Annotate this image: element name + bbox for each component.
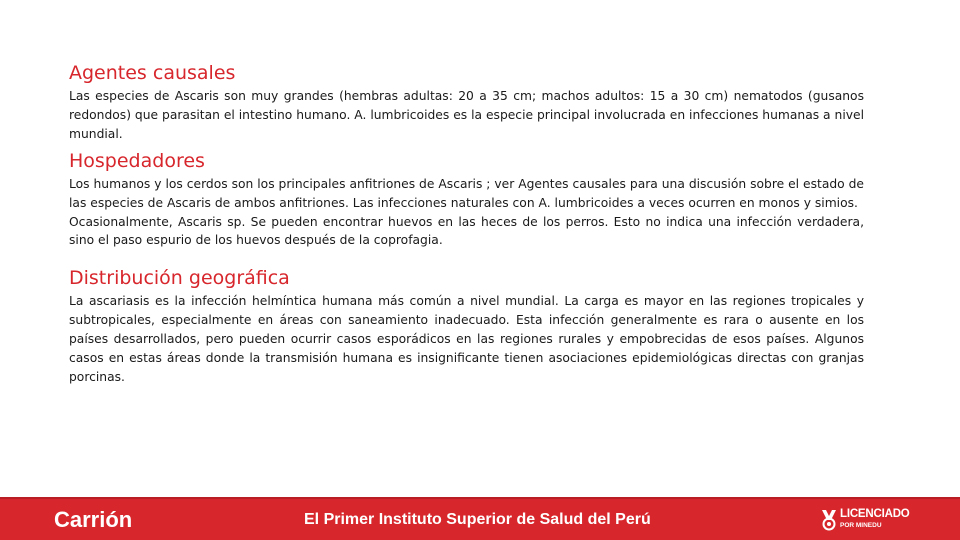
section-title-agentes-causales: Agentes causales bbox=[69, 62, 236, 84]
section-paragraph: La ascariasis es la infección helmíntica humana más común a nivel mundial. La carga es mayor en las regiones tropicales y subtropicales, especialmente en áreas con saneamiento inadecuado. Esta infección generalmente es rara o ausente en los países desarrollados, pero pueden ocurrir casos esporádicos en las regiones rurales y empobrecidas de esos países. Algunos casos en estas áreas donde la transmisión humana es insignificante tienen asociaciones epidemiológicas directas con granjas porcinas. bbox=[69, 294, 864, 384]
section-title-distribucion-geografica: Distribución geográfica bbox=[69, 267, 290, 290]
licenciado-badge bbox=[820, 507, 940, 533]
slide-content bbox=[69, 59, 864, 387]
footer-bar bbox=[0, 499, 960, 540]
brand-logo-text: Carrión bbox=[54, 507, 133, 532]
check-medal-icon bbox=[820, 509, 838, 531]
footer-tagline: El Primer Instituto Superior de Salud del Perú bbox=[304, 511, 651, 528]
badge-title: LICENCIADO bbox=[840, 508, 910, 520]
section-paragraph: Las especies de Ascaris son muy grandes (hembras adultas: 20 a 35 cm; machos adultos: 15 a 30 cm) nematodos (gusanos redondos) que parasitan el intestino humano. A. lumbricoides es la especie principal involucrada en infecciones humanas a nivel mundial. bbox=[69, 89, 864, 141]
section-title-hospedadores: Hospedadores bbox=[69, 149, 205, 172]
section-paragraph: Los humanos y los cerdos son los principales anfitriones de Ascaris ; ver Agentes causales para una discusión sobre el estado de las especies de Ascaris de ambos anfitriones. Las infecciones naturales con A. lumbricoides a veces ocurren en monos y simios. bbox=[69, 176, 864, 210]
badge-subtitle: POR MINEDU bbox=[840, 522, 882, 529]
section-paragraph: Ocasionalmente, Ascaris sp. Se pueden encontrar huevos en las heces de los perros. Esto no indica una infección verdadera, sino el paso espurio de los huevos después de la coprofagia. bbox=[69, 214, 864, 248]
